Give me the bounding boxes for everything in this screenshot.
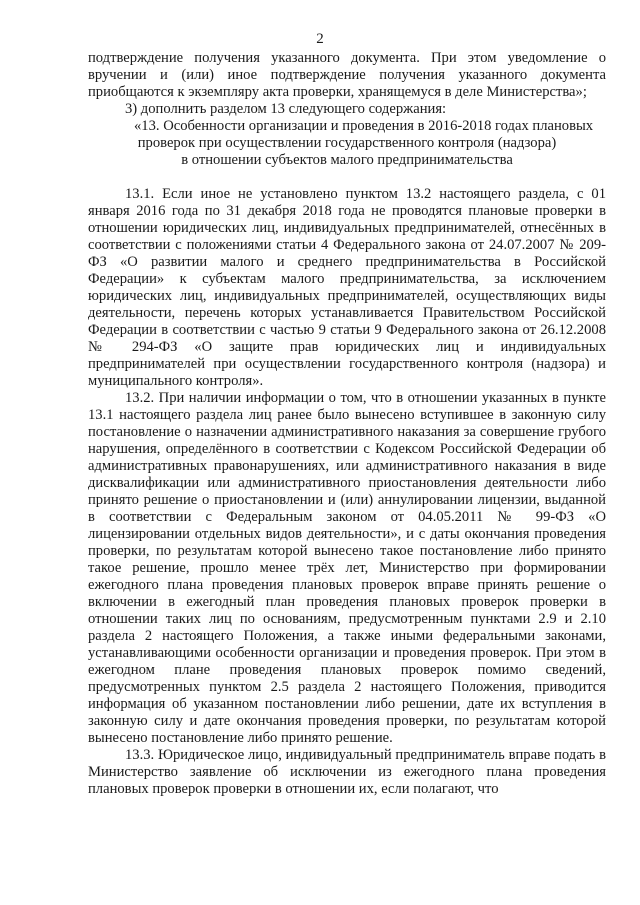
paragraph-amendment-item: 3) дополнить разделом 13 следующего содержания:	[125, 101, 447, 117]
section-heading	[88, 118, 606, 169]
paragraph-13-2: 13.2. При наличии информации о том, что в отношении указанных в пункте 13.1 настоящего раздела лиц ранее было вынесено вступившее в законную силу постановление о назначении административного наказания за совершение грубого нарушения, определённого в соответствии с Кодексом Российской Федерации об административных правонарушениях, или административного наказания в виде дисквалификации или административного приостановления деятельности либо принято решение о приостановлении и (или) аннулировании лицензии, выданной в соответствии с Федеральным законом от 04.05.2011 № 99-ФЗ «О лицензировании отдельных видов деятельности», и с даты окончания проведения проверки, по результатам которой вынесено такое постановление либо принято такое решение, прошло менее трёх лет, Министерство при формировании ежегодного плана проведения плановых проверок вправе принять решение о включении в ежегодный план проведения плановых проверок проверки в отношении таких лиц по основаниям, предусмотренным пунктами 2.9 и 2.10 раздела 2 настоящего Положения, а также иными федеральными законами, устанавливающими особенности организации и проведения проверок. При этом в ежегодном плане проведения плановых проверок помимо сведений, предусмотренных пунктом 2.5 раздела 2 настоящего Положения, приводится информация об указанном постановлении либо решении, дате их вступления в законную силу и дате окончания проведения проверки, по результатам которой вынесено постановление либо принято решение.	[88, 390, 606, 746]
paragraph-13-3: 13.3. Юридическое лицо, индивидуальный предприниматель вправе подать в Министерство заявление об исключении из ежегодного плана проведения плановых проверок проверки в отношении их, если полагают, что	[88, 747, 606, 797]
page-number-container	[0, 30, 640, 48]
paragraph-13-1: 13.1. Если иное не установлено пунктом 13.2 настоящего раздела, с 01 января 2016 года по 31 декабря 2018 года не проводятся плановые проверки в отношении юридических лиц, индивидуальных предпринимателей, отнесённых в соответствии с положениями статьи 4 Федерального закона от 24.07.2007 № 209-ФЗ «О развитии малого и среднего предпринимательства в Российской Федерации» к субъектам малого предпринимательства, за исключением юридических лиц, индивидуальных предпринимателей, осуществляющих виды деятельности, перечень которых устанавливается Правительством Российской Федерации в соответствии с частью 9 статьи 9 Федерального закона от 26.12.2008 № 294-ФЗ «О защите прав юридических лиц и индивидуальных предпринимателей при осуществлении государственного контроля (надзора) и муниципального контроля».	[88, 186, 606, 389]
section-heading-line-2: проверок при осуществлении государственного контроля (надзора)	[137, 135, 557, 151]
page-number: 2	[316, 31, 324, 47]
section-heading-line-1: «13. Особенности организации и проведения в 2016-2018 годах плановых	[134, 118, 594, 134]
section-heading-line-3: в отношении субъектов малого предпринимательства	[181, 152, 513, 168]
paragraph-continuation: подтверждение получения указанного документа. При этом уведомление о вручении и (или) иное подтверждение получения указанного документа приобщаются к экземпляру акта проверки, хранящемуся в деле Министерства»;	[88, 50, 606, 100]
document-body	[88, 50, 606, 798]
